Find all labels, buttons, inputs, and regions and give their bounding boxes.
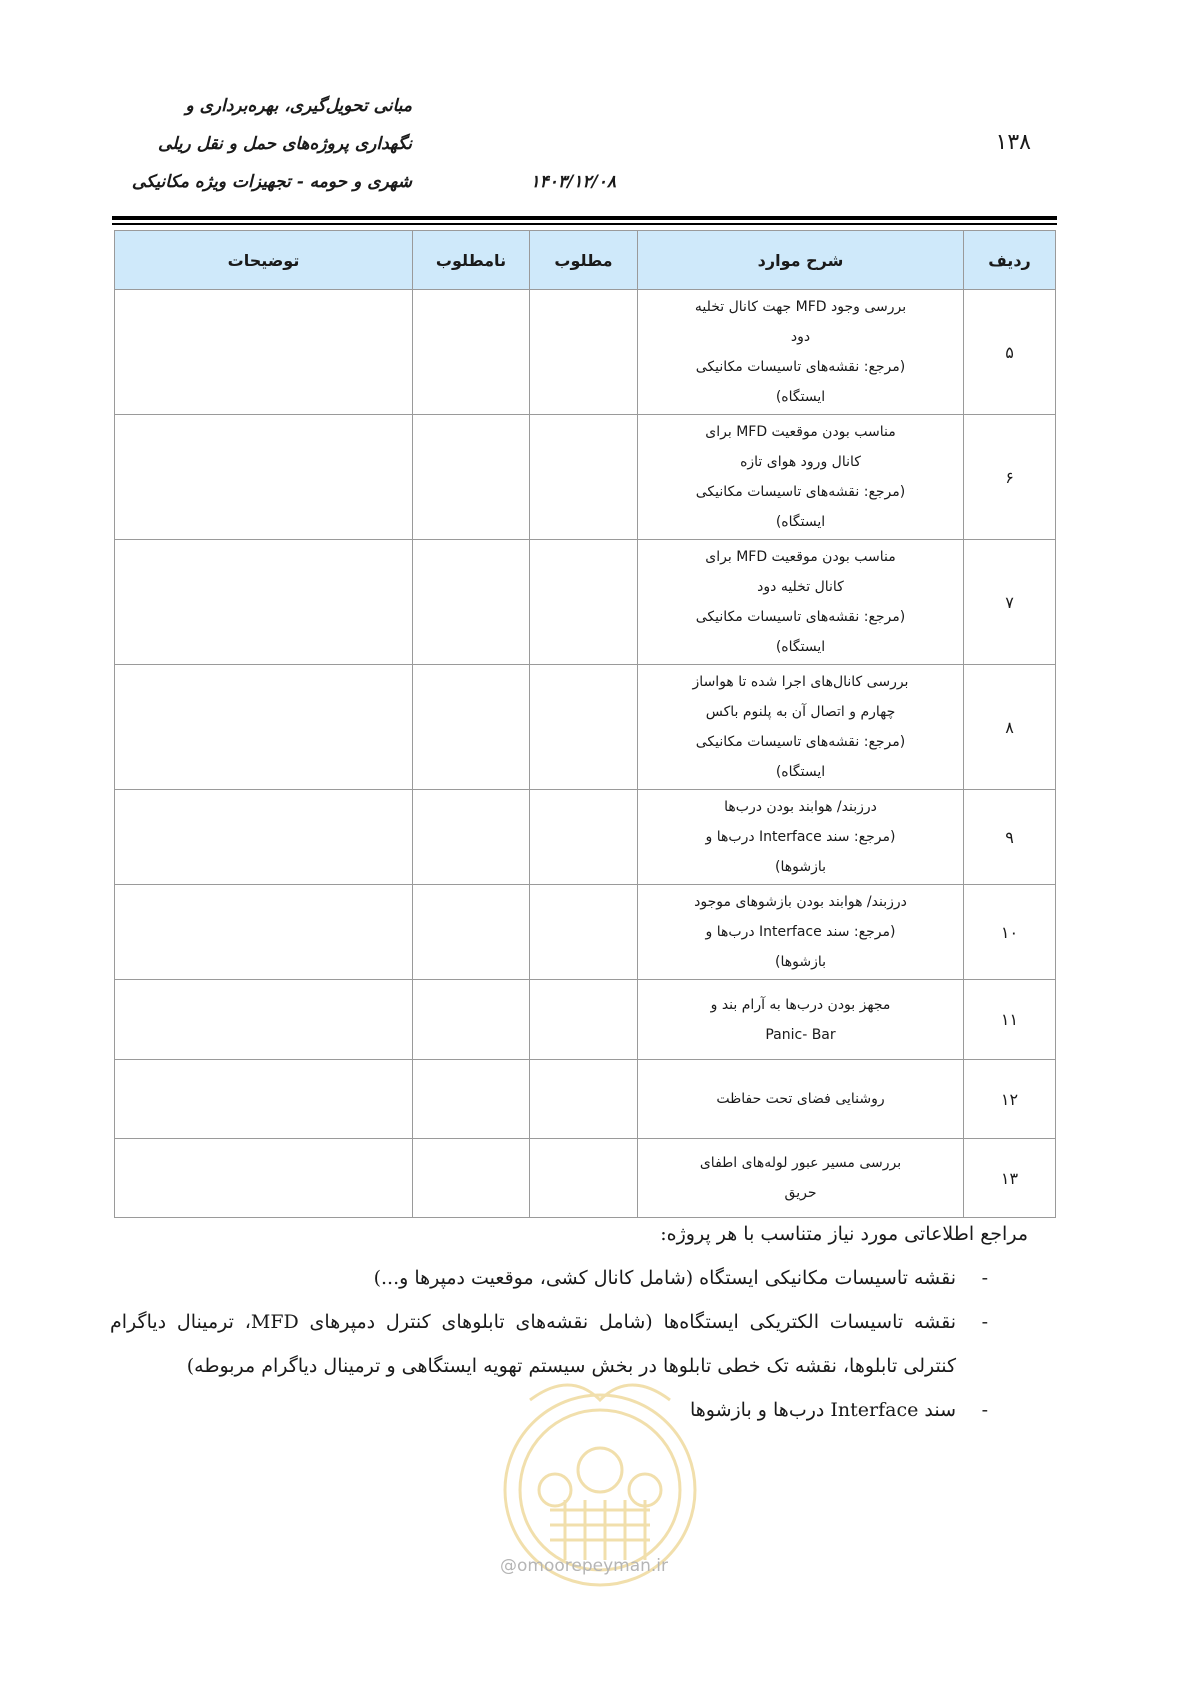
- cell-desirable: [530, 290, 638, 415]
- description-line: Panic- Bar: [765, 1026, 836, 1043]
- list-dash: -: [981, 1399, 988, 1421]
- cell-notes: [115, 665, 413, 790]
- description-line: کانال ورود هوای تازه: [740, 454, 861, 470]
- description-line: مناسب بودن موقعیت MFD برای: [705, 424, 896, 440]
- cell-undesirable: [413, 790, 530, 885]
- row-description: [638, 290, 964, 415]
- checklist-table: [114, 230, 1056, 1218]
- cell-undesirable: [413, 885, 530, 980]
- description-line: حریق: [784, 1185, 817, 1201]
- table-row: [115, 665, 1056, 790]
- cell-notes: [115, 885, 413, 980]
- reference-text: سند Interface درب‌ها و بازشوها: [689, 1399, 956, 1421]
- row-description: [638, 885, 964, 980]
- reference-item: [110, 1256, 1028, 1300]
- row-description: [638, 415, 964, 540]
- table-row: [115, 980, 1056, 1060]
- description-line: (مرجع: نقشه‌های تاسیسات مکانیکی: [695, 734, 906, 750]
- table-header-row: [115, 231, 1056, 290]
- row-number: ۷: [964, 540, 1056, 665]
- cell-undesirable: [413, 290, 530, 415]
- description-line: ایستگاه): [775, 389, 826, 405]
- row-number: ۱۳: [964, 1139, 1056, 1218]
- row-number: ۹: [964, 790, 1056, 885]
- table-row: [115, 1060, 1056, 1139]
- description-line: (مرجع: نقشه‌های تاسیسات مکانیکی: [695, 359, 906, 375]
- description-line: ایستگاه): [775, 639, 826, 655]
- header-rule-thick: [112, 216, 1057, 220]
- row-number: ۸: [964, 665, 1056, 790]
- description-line: بررسی مسیر عبور لوله‌های اطفای: [699, 1155, 902, 1171]
- cell-desirable: [530, 980, 638, 1060]
- description-line: (مرجع: سند Interface درب‌ها و: [705, 829, 896, 845]
- header-date: ۱۴۰۳/۱۲/۰۸: [530, 172, 616, 192]
- list-dash: -: [981, 1311, 988, 1333]
- description-line: (مرجع: نقشه‌های تاسیسات مکانیکی: [695, 609, 906, 625]
- row-description: [638, 790, 964, 885]
- cell-notes: [115, 415, 413, 540]
- table-row: [115, 415, 1056, 540]
- description-line: چهارم و اتصال آن به پلنوم باکس: [705, 704, 896, 720]
- table-row: [115, 1139, 1056, 1218]
- description-line: درزبند/ هوابند بودن بازشوهای موجود: [694, 894, 907, 910]
- header-notes: توضیحات: [115, 231, 413, 290]
- table-row: [115, 540, 1056, 665]
- table-row: [115, 885, 1056, 980]
- row-description: [638, 980, 964, 1060]
- row-number: ۱۰: [964, 885, 1056, 980]
- description-line: بازشوها): [775, 859, 826, 875]
- cell-undesirable: [413, 980, 530, 1060]
- cell-desirable: [530, 885, 638, 980]
- row-description: [638, 1139, 964, 1218]
- description-line: مناسب بودن موقعیت MFD برای: [705, 549, 896, 565]
- cell-desirable: [530, 540, 638, 665]
- description-line: (مرجع: نقشه‌های تاسیسات مکانیکی: [695, 484, 906, 500]
- description-line: کانال تخلیه دود: [757, 579, 844, 595]
- description-line: ایستگاه): [775, 764, 826, 780]
- header-title-line-3: شهری و حومه - تجهیزات ویژه مکانیکی: [131, 172, 412, 192]
- reference-text: نقشه تاسیسات الکتریکی ایستگاه‌ها (شامل نقشه‌های تابلوهای کنترل دمپرهای MFD، ترمینال دیاگرام کنترلی تابلوها، نقشه تک خطی تابلوها در بخش سیستم تهویه ایستگاهی و ترمینال دیاگرام مربوطه): [110, 1311, 956, 1377]
- header-description: شرح موارد: [638, 231, 964, 290]
- cell-notes: [115, 290, 413, 415]
- cell-desirable: [530, 415, 638, 540]
- description-line: بررسی وجود MFD جهت کانال تخلیه: [694, 299, 907, 315]
- cell-undesirable: [413, 415, 530, 540]
- cell-undesirable: [413, 1139, 530, 1218]
- header-rule-thin: [112, 223, 1057, 225]
- cell-notes: [115, 980, 413, 1060]
- description-line: مجهز بودن درب‌ها به آرام بند و: [710, 996, 891, 1013]
- header-title-line-1: مبانی تحویل‌گیری، بهره‌برداری و: [185, 96, 412, 116]
- reference-text: نقشه تاسیسات مکانیکی ایستگاه (شامل کانال کشی، موقعیت دمپرها و...): [373, 1267, 956, 1289]
- cell-desirable: [530, 790, 638, 885]
- header-undesirable: نامطلوب: [413, 231, 530, 290]
- row-description: [638, 540, 964, 665]
- row-description: [638, 1060, 964, 1139]
- description-line: درزبند/ هوابند بودن درب‌ها: [724, 799, 877, 815]
- table-row: [115, 790, 1056, 885]
- row-number: ۱۱: [964, 980, 1056, 1060]
- description-line: روشنایی فضای تحت حفاظت: [716, 1091, 885, 1107]
- row-number: ۱۲: [964, 1060, 1056, 1139]
- description-line: بررسی کانال‌های اجرا شده تا هواساز: [692, 674, 909, 690]
- cell-notes: [115, 540, 413, 665]
- row-description: [638, 665, 964, 790]
- cell-notes: [115, 790, 413, 885]
- description-line: بازشوها): [775, 954, 826, 970]
- cell-desirable: [530, 1139, 638, 1218]
- description-line: (مرجع: سند Interface درب‌ها و: [705, 924, 896, 940]
- cell-undesirable: [413, 665, 530, 790]
- description-line: دود: [790, 329, 811, 345]
- cell-notes: [115, 1139, 413, 1218]
- header-row-number: ردیف: [964, 231, 1056, 290]
- watermark-text: @omoorepeyman.ir: [500, 1556, 669, 1576]
- references-title: مراجع اطلاعاتی مورد نیاز متناسب با هر پروژه:: [660, 1223, 1028, 1245]
- cell-notes: [115, 1060, 413, 1139]
- page-number: ۱۳۸: [995, 130, 1031, 155]
- table-row: [115, 290, 1056, 415]
- cell-undesirable: [413, 540, 530, 665]
- cell-desirable: [530, 1060, 638, 1139]
- row-number: ۶: [964, 415, 1056, 540]
- list-dash: -: [981, 1267, 988, 1289]
- cell-undesirable: [413, 1060, 530, 1139]
- description-line: ایستگاه): [775, 514, 826, 530]
- header-title-line-2: نگهداری پروژه‌های حمل و نقل ریلی: [158, 134, 412, 154]
- header-desirable: مطلوب: [530, 231, 638, 290]
- cell-desirable: [530, 665, 638, 790]
- row-number: ۵: [964, 290, 1056, 415]
- page-header: [0, 0, 1191, 230]
